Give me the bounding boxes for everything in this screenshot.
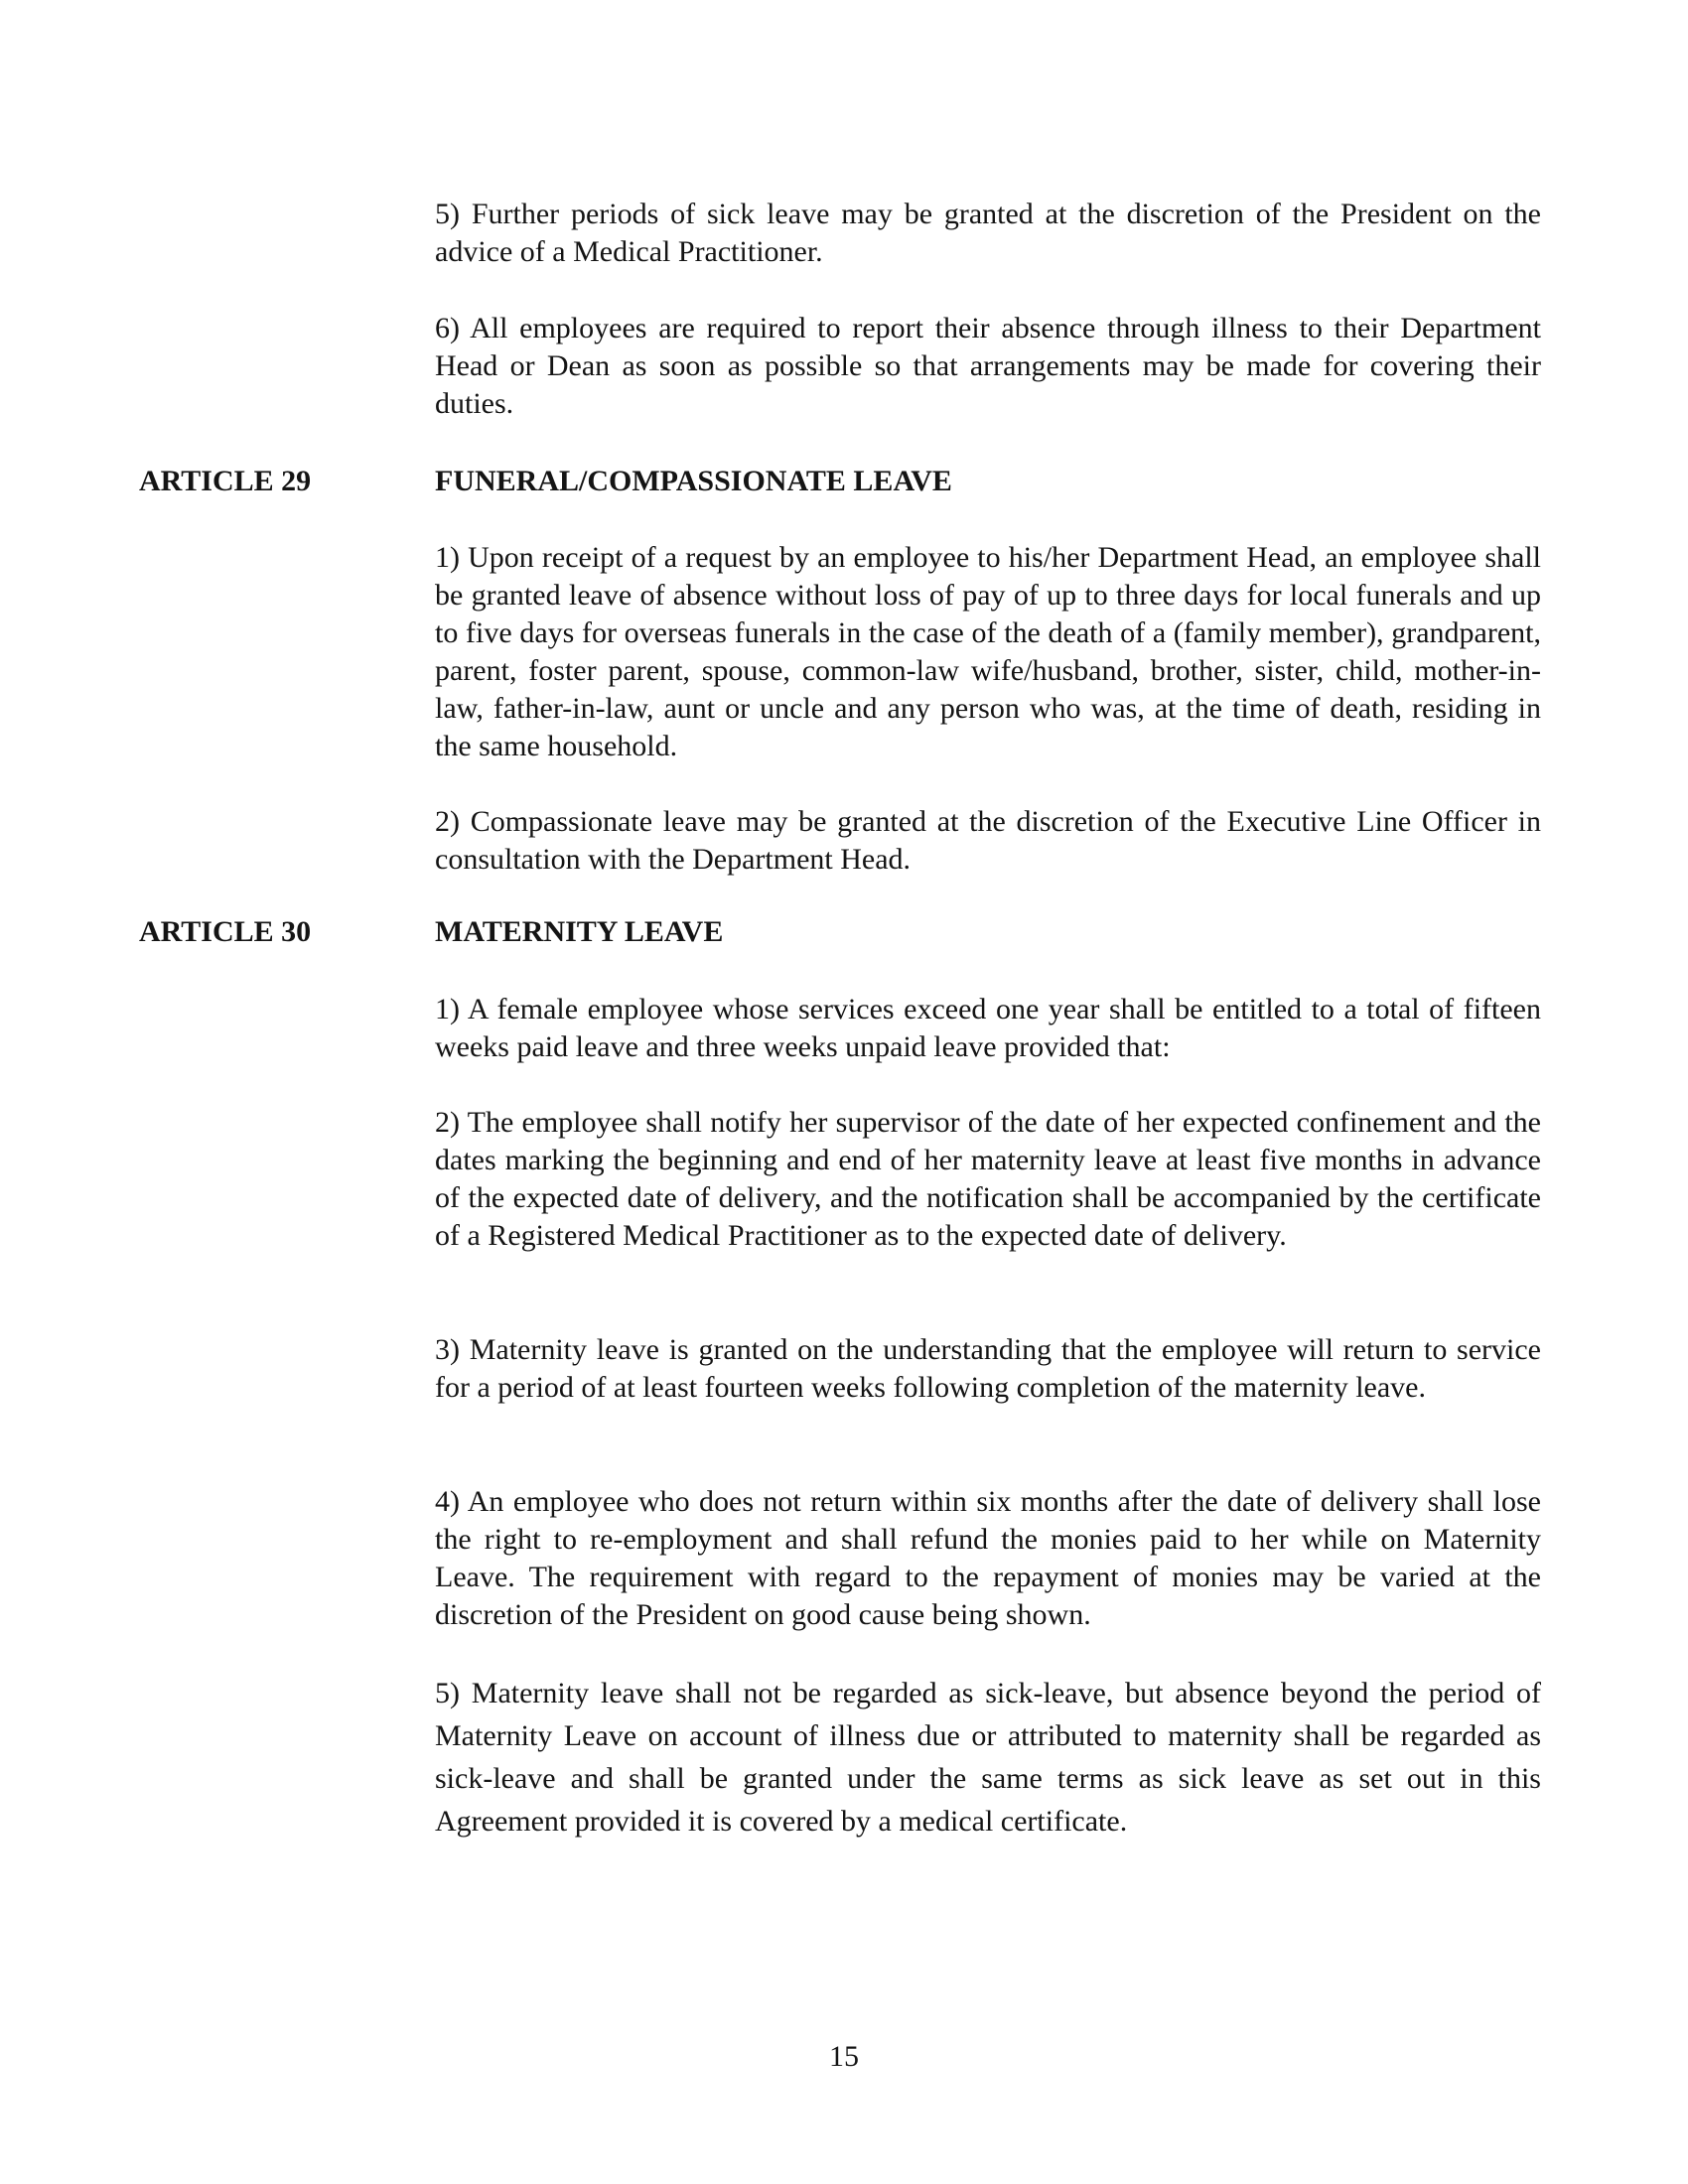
article-30-paragraph-3: 3) Maternity leave is granted on the understanding that the employee will return to service for a period of at least fourteen weeks following completion of the maternity leave. [435,1333,1541,1404]
paragraph-sick-leave-5: 5) Further periods of sick leave may be granted at the discretion of the President on the advice of a Medical Practitioner. [435,198,1541,268]
article-29-paragraph-1: 1) Upon receipt of a request by an employee to his/her Department Head, an employee shall be granted leave of absence without loss of pay of up to three days for local funerals and up to five days for overseas funerals in the case of the death of a (family member), grandparent, parent, foster parent, spouse, common-law wife/husband, brother, sister, child, mother-in-law, father-in-law, aunt or uncle and any person who was, at the time of death, residing in the same household. [435,541,1541,762]
article-30-paragraph-4: 4) An employee who does not return within six months after the date of delivery shall lose the right to re-employment and shall refund the monies paid to her while on Maternity Leave. The requirement with regard to the repayment of monies may be varied at the discretion of the President on good cause being shown. [435,1485,1541,1631]
article-29-title: FUNERAL/COMPASSIONATE LEAVE [435,465,952,497]
article-30-paragraph-5: 5) Maternity leave shall not be regarded as sick-leave, but absence beyond the period of Maternity Leave on account of illness due or attributed to maternity shall be regarded as sick-leave and shall be granted under the same terms as sick leave as set out in this Agreement provided it is covered by a medical certificate. [435,1677,1541,1838]
paragraph-sick-leave-6: 6) All employees are required to report their absence through illness to their Department Head or Dean as soon as possible so that arrangements may be made for covering their duties. [435,312,1541,420]
article-29-paragraph-2: 2) Compassionate leave may be granted at the discretion of the Executive Line Officer in consultation with the Department Head. [435,805,1541,876]
page-number: 15 [829,2040,859,2073]
article-29-label: ARTICLE 29 [139,465,312,497]
article-30-title: MATERNITY LEAVE [435,915,724,948]
article-30-paragraph-2: 2) The employee shall notify her supervisor of the date of her expected confinement and the dates marking the beginning and end of her maternity leave at least five months in advance of the expected date of delivery, and the notification shall be accompanied by the certificate of a Registered Medical Practitioner as to the expected date of delivery. [435,1106,1541,1252]
article-30-paragraph-1: 1) A female employee whose services exceed one year shall be entitled to a total of fifteen weeks paid leave and three weeks unpaid leave provided that: [435,993,1541,1063]
article-30-label: ARTICLE 30 [139,915,312,948]
